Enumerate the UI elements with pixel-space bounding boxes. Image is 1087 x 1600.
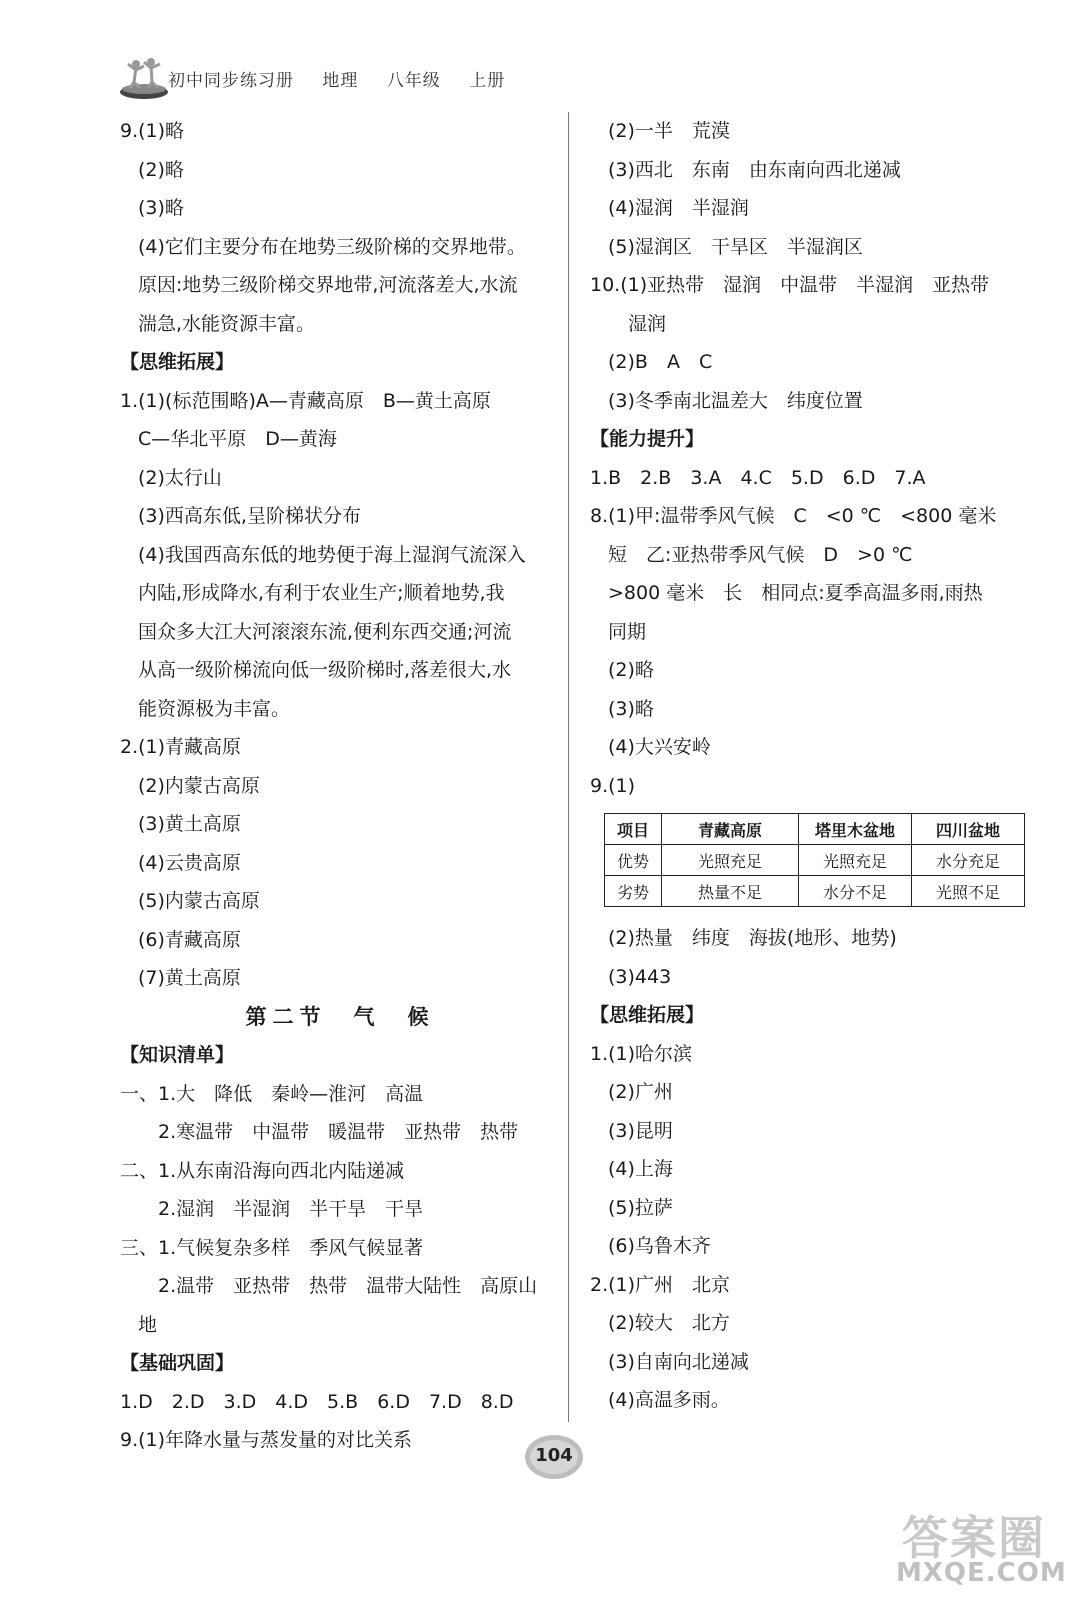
table-row <box>605 845 1025 876</box>
right-bottom-line: (5)拉萨 <box>608 1196 673 1219</box>
left-line: 【思维拓展】 <box>120 351 235 373</box>
left-line: 原因:地势三级阶梯交界地带,河流落差大,水流 <box>138 274 518 296</box>
left-line: 三、1.气候复杂多样 季风气候显著 <box>120 1236 424 1259</box>
table-cell: 四川盆地 <box>912 814 1025 845</box>
left-line: (5)内蒙古高原 <box>138 890 260 912</box>
table-cell: 青藏高原 <box>662 814 799 845</box>
right-top-line: 1.B 2.B 3.A 4.C 5.D 6.D 7.A <box>590 466 926 489</box>
right-top-line: 9.(1) <box>590 774 636 797</box>
left-line: (3)黄土高原 <box>138 813 241 835</box>
table-container <box>590 805 1030 919</box>
right-bottom-line: (3)昆明 <box>608 1119 673 1142</box>
left-line: 9.(1)略 <box>120 120 185 142</box>
left-line: (4)云贵高原 <box>138 851 241 874</box>
right-top-line: 8.(1)甲:温带季风气候 C <0 ℃ <800 毫米 <box>590 505 997 527</box>
right-bottom-line: (4)上海 <box>608 1158 673 1180</box>
right-bottom-line: (4)高温多雨。 <box>608 1389 730 1411</box>
page-header <box>118 52 506 102</box>
page-number-badge <box>523 1432 585 1482</box>
right-bottom-line: 【思维拓展】 <box>590 1004 705 1026</box>
comparison-table <box>604 813 1025 907</box>
right-top-line: (2)略 <box>608 659 654 681</box>
right-bottom-line: (3)自南向北递减 <box>608 1350 749 1373</box>
right-bottom-line: 1.(1)哈尔滨 <box>590 1042 693 1065</box>
left-line: 国众多大江大河滚滚东流,便利东西交通;河流 <box>138 620 512 643</box>
left-line: 2.(1)青藏高原 <box>120 736 242 758</box>
left-line: 2.寒温带 中温带 暖温带 亚热带 热带 <box>158 1121 519 1143</box>
left-line: 一、1.大 降低 秦岭—淮河 高温 <box>120 1082 424 1105</box>
left-line: 1.D 2.D 3.D 4.D 5.B 6.D 7.D 8.D <box>120 1390 514 1413</box>
watermark <box>880 1496 1080 1596</box>
watermark-url: MXQE.COM <box>896 1558 1067 1588</box>
left-line: 9.(1)年降水量与蒸发量的对比关系 <box>120 1429 413 1451</box>
header-grade: 八年级 <box>386 71 441 91</box>
right-top-line: (2)B A C <box>608 351 713 373</box>
left-line: 二、1.从东南沿海向西北内陆递减 <box>120 1159 405 1182</box>
left-line: 【基础巩固】 <box>120 1352 235 1374</box>
table-cell: 优势 <box>605 845 662 876</box>
left-column <box>120 112 560 1460</box>
left-line: 湍急,水能资源丰富。 <box>138 312 316 335</box>
left-line: (3)西高东低,呈阶梯状分布 <box>138 505 361 527</box>
right-top-line: 同期 <box>608 620 647 643</box>
right-top-line: >800 毫米 长 相同点:夏季高温多雨,雨热 <box>608 582 983 604</box>
left-line: (7)黄土高原 <box>138 967 241 989</box>
right-top-line: 【能力提升】 <box>590 428 705 450</box>
right-top-line: 短 乙:亚热带季风气候 D >0 ℃ <box>608 543 913 566</box>
right-top-line: 10.(1)亚热带 湿润 中温带 半湿润 亚热带 <box>590 274 990 296</box>
left-line: (4)我国西高东低的地势便于海上湿润气流深入 <box>138 543 526 566</box>
header-book: 初中同步练习册 <box>168 71 294 91</box>
table-row <box>605 876 1025 907</box>
table-cell: 塔里木盆地 <box>799 814 912 845</box>
right-top-line: (2)一半 荒漠 <box>608 120 730 142</box>
table-cell: 水分不足 <box>799 876 912 907</box>
table-row <box>605 814 1025 845</box>
right-top-line: 湿润 <box>628 312 667 335</box>
left-line: 【知识清单】 <box>120 1044 235 1066</box>
left-line: 2.温带 亚热带 热带 温带大陆性 高原山 <box>158 1275 538 1297</box>
left-line: 1.(1)(标范围略)A—青藏高原 B—黄土高原 <box>120 389 491 412</box>
right-top-line: (4)湿润 半湿润 <box>608 197 749 219</box>
right-top-line: (3)冬季南北温差大 纬度位置 <box>608 389 863 412</box>
table-cell: 劣势 <box>605 876 662 907</box>
table-cell: 光照不足 <box>912 876 1025 907</box>
right-bottom-line: (2)较大 北方 <box>608 1312 730 1334</box>
left-line: 地 <box>138 1313 158 1336</box>
left-line: (2)内蒙古高原 <box>138 774 260 797</box>
header-volume: 上册 <box>469 71 506 91</box>
right-column <box>590 112 1030 1420</box>
right-bottom-line: (6)乌鲁木齐 <box>608 1235 711 1257</box>
left-line: (2)略 <box>138 158 184 181</box>
left-line: (6)青藏高原 <box>138 928 241 951</box>
left-line: 从高一级阶梯流向低一级阶梯时,落差很大,水 <box>138 659 512 681</box>
right-top-line: (4)大兴安岭 <box>608 736 711 758</box>
table-cell: 热量不足 <box>662 876 799 907</box>
right-bottom-line: (2)广州 <box>608 1081 673 1103</box>
left-line: (4)它们主要分布在地势三级阶梯的交界地带。 <box>138 235 526 258</box>
right-top-line: (5)湿润区 干旱区 半湿润区 <box>608 235 863 258</box>
header-subject: 地理 <box>322 71 359 91</box>
right-top-line: (3)西北 东南 由东南向西北递减 <box>608 158 901 181</box>
left-line: 2.湿润 半湿润 半干旱 干旱 <box>158 1198 424 1220</box>
book-logo-icon <box>118 52 170 102</box>
right-bottom-line: (3)443 <box>608 965 672 988</box>
left-line: (3)略 <box>138 197 184 219</box>
column-divider <box>568 112 569 1422</box>
left-line: 能资源极为丰富。 <box>138 697 291 720</box>
page-number: 104 <box>535 1445 573 1466</box>
right-bottom-line: (2)热量 纬度 海拔(地形、地势) <box>608 927 897 949</box>
table-cell: 光照充足 <box>662 845 799 876</box>
right-column-bottom <box>590 919 1030 1420</box>
right-column-top <box>590 112 1030 805</box>
table-cell: 水分充足 <box>912 845 1025 876</box>
right-top-line: (3)略 <box>608 697 654 720</box>
header-title <box>168 66 527 91</box>
left-line: 内陆,形成降水,有利于农业生产;顺着地势,我 <box>138 582 505 604</box>
table-cell: 项目 <box>605 814 662 845</box>
watermark-title: 答案圈 <box>902 1511 1046 1565</box>
table-cell: 光照充足 <box>799 845 912 876</box>
left-line: 第二节 气 候 <box>245 1004 435 1029</box>
left-line: C—华北平原 D—黄海 <box>138 428 337 450</box>
right-bottom-line: 2.(1)广州 北京 <box>590 1273 731 1296</box>
left-line: (2)太行山 <box>138 466 222 489</box>
